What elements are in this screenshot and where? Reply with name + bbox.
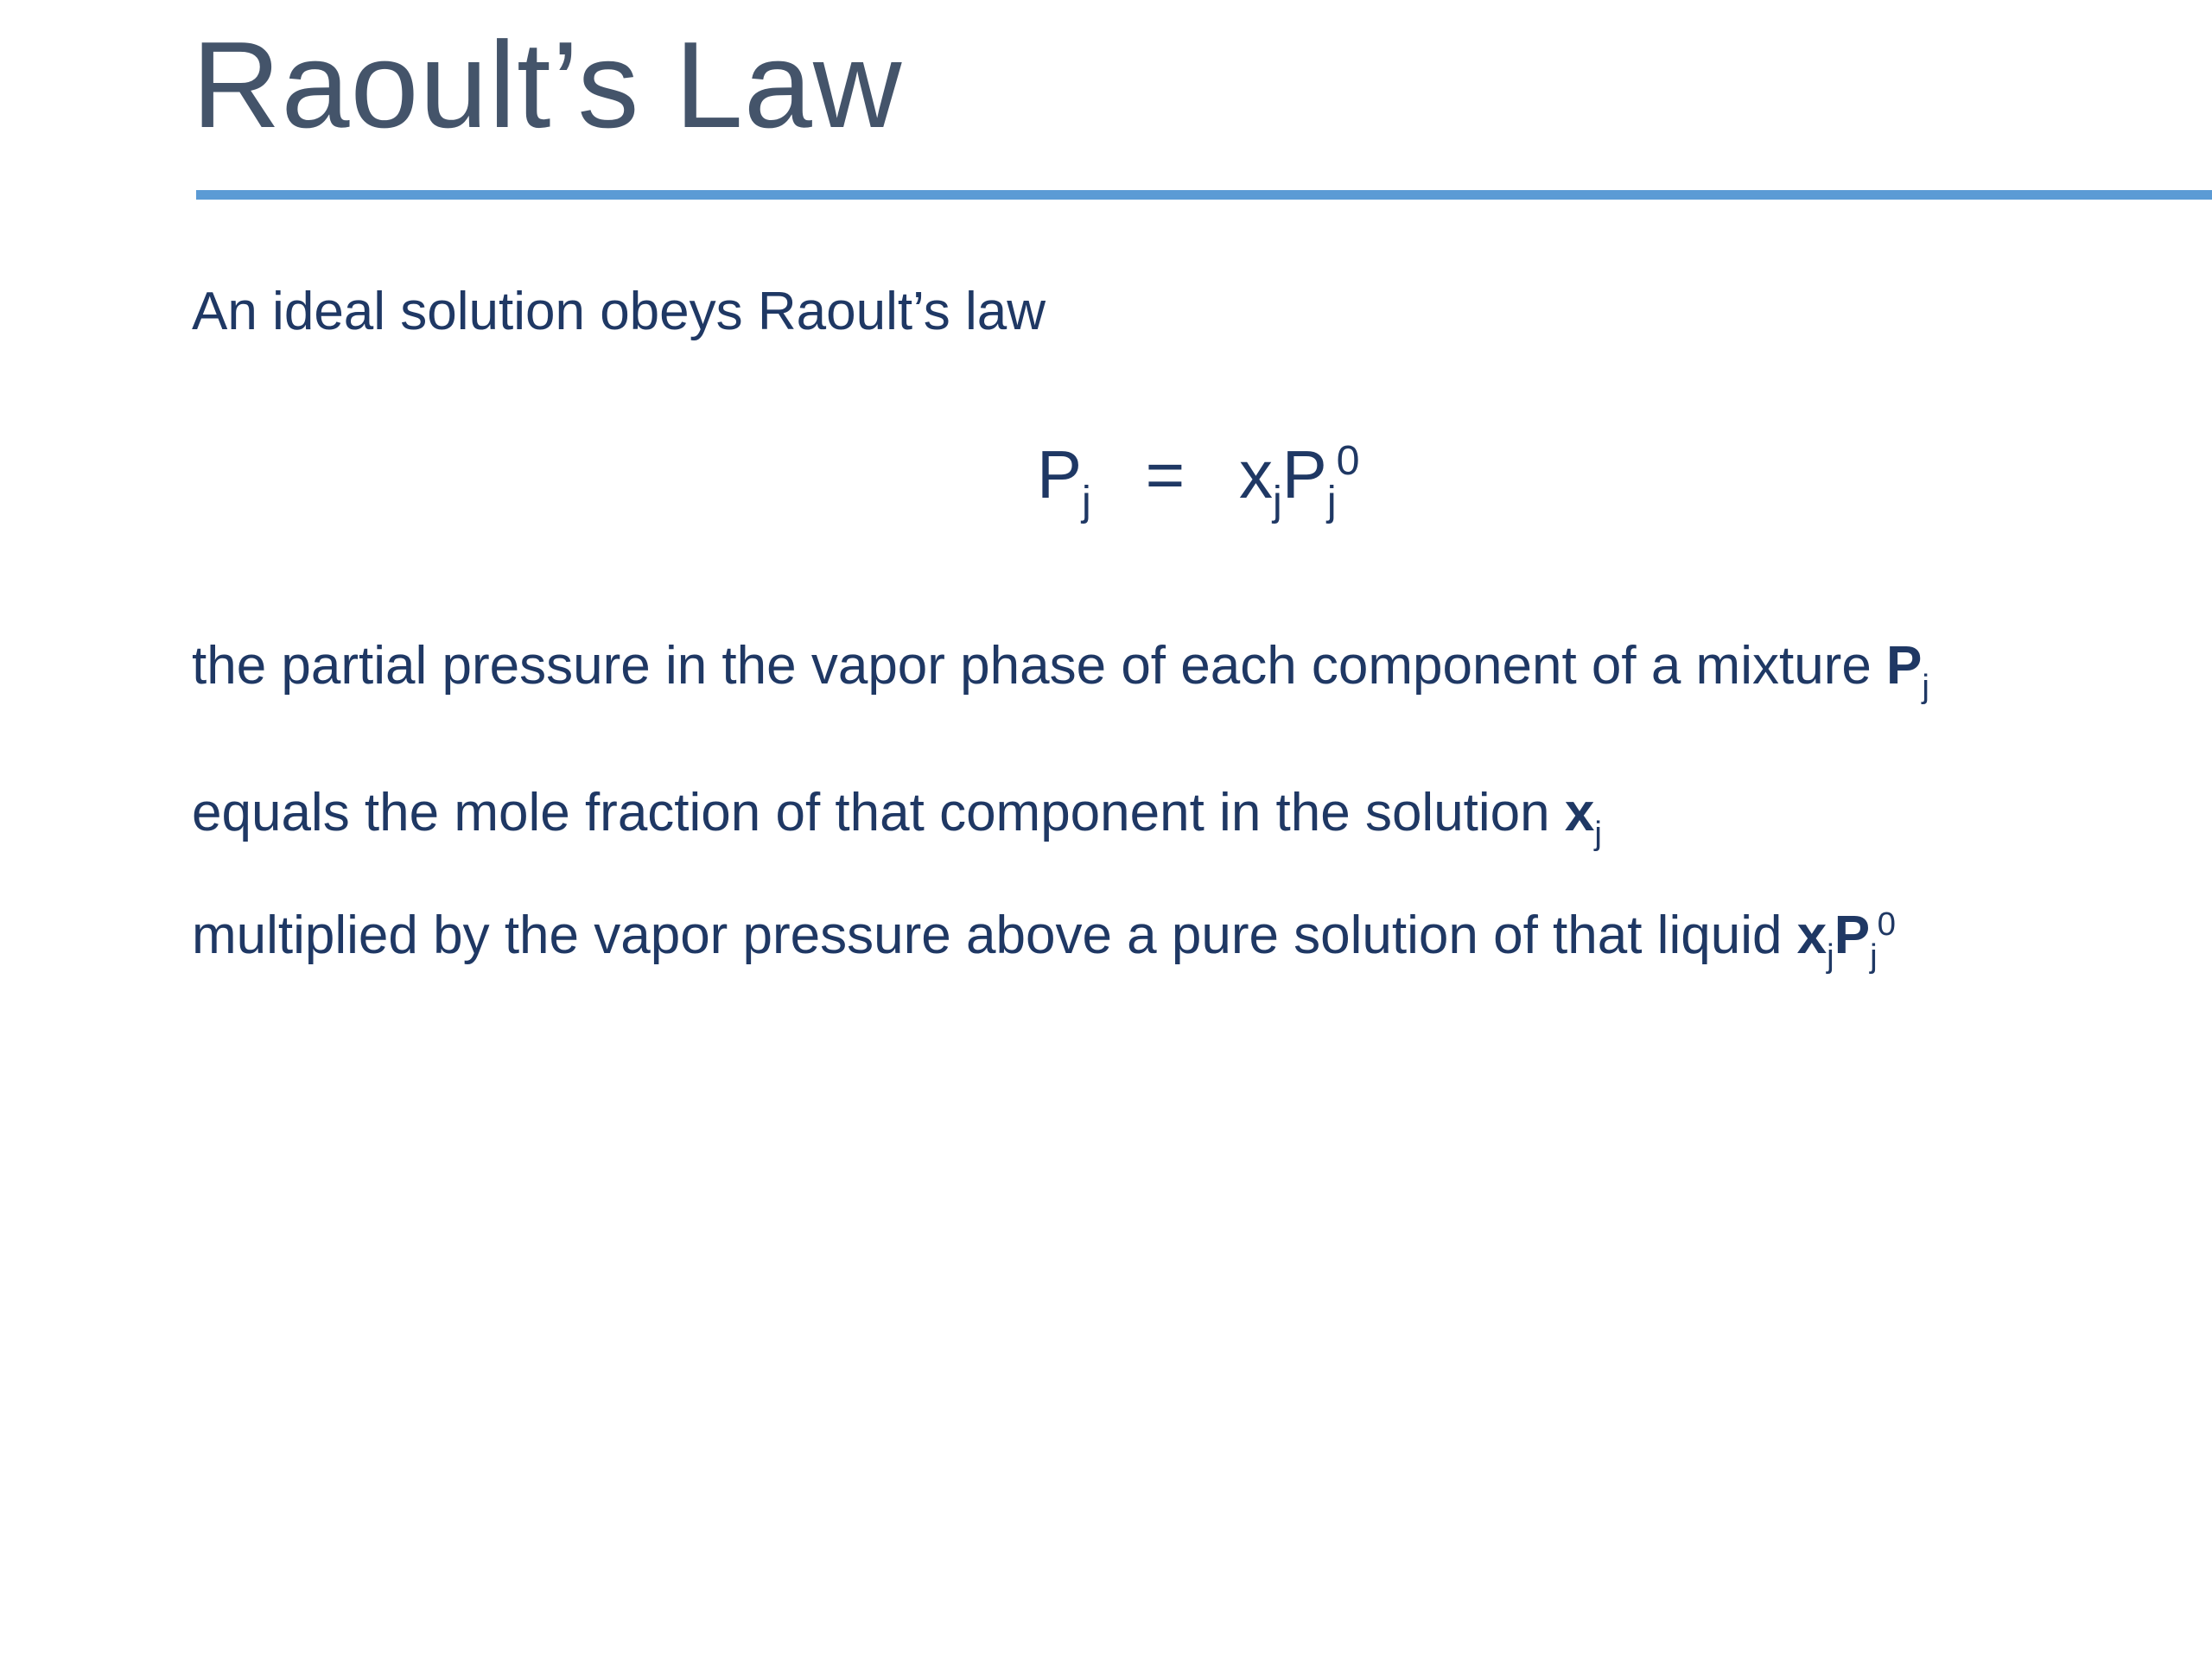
- inline-variable-xj: [1564, 783, 1602, 853]
- variable-p-symbol: P: [1834, 906, 1871, 965]
- inline-variable-pj: [1886, 636, 1929, 706]
- equation-rhs-p-superscript: 0: [1336, 437, 1360, 485]
- equation-rhs-p-subscript: j: [1326, 478, 1337, 525]
- equation-rhs-x-symbol: x: [1239, 436, 1274, 512]
- variable-symbol: x: [1564, 783, 1595, 842]
- line-text: multiplied by the vapor pressure above a pure solution of that liquid: [192, 906, 1797, 965]
- variable-x-symbol: x: [1796, 906, 1827, 965]
- variable-symbol: P: [1886, 636, 1923, 696]
- definition-line-mole-fraction: [192, 783, 1602, 853]
- definition-line-partial-pressure: [192, 636, 1929, 706]
- definition-line-vapor-pressure: [192, 905, 1896, 976]
- variable-subscript: j: [1594, 815, 1602, 853]
- title-underline-rule: [196, 190, 2212, 200]
- variable-p-superscript: 0: [1877, 905, 1896, 943]
- inline-variable-xjpj0: [1796, 905, 1896, 976]
- equation-rhs-x-subscript: j: [1273, 478, 1282, 525]
- equation-rhs-p-symbol: P: [1281, 436, 1327, 512]
- variable-x-subscript: j: [1827, 938, 1834, 976]
- equation-lhs-subscript: j: [1082, 478, 1091, 525]
- equation-equals-sign: =: [1145, 436, 1185, 512]
- variable-subscript: j: [1922, 668, 1929, 706]
- intro-text: An ideal solution obeys Raoult’s law: [192, 282, 1046, 341]
- variable-p-subscript: j: [1870, 938, 1878, 976]
- raoult-equation: [1037, 436, 1360, 525]
- equation-lhs-symbol: P: [1037, 436, 1083, 512]
- line-text: equals the mole fraction of that component in the solution: [192, 783, 1565, 842]
- slide-title: Raoult’s Law: [192, 16, 903, 154]
- line-text: the partial pressure in the vapor phase of each component of a mixture: [192, 636, 1887, 696]
